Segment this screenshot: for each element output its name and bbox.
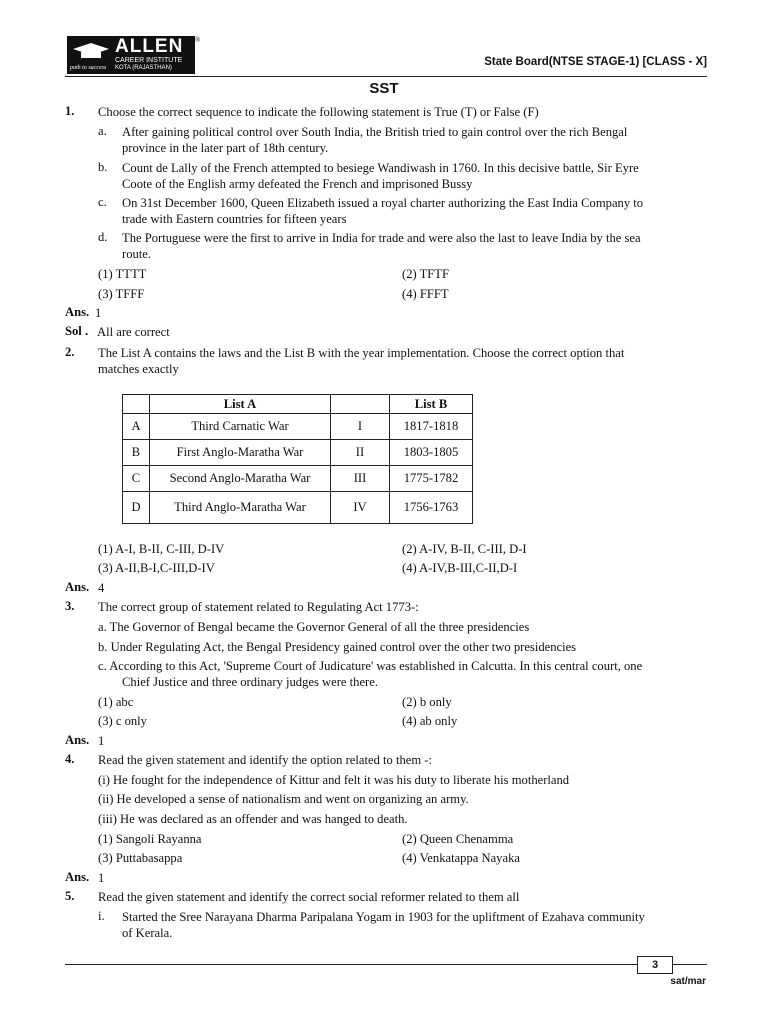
header-title: State Board(NTSE STAGE-1) [CLASS - X]: [484, 56, 707, 68]
answer-value: 1: [95, 306, 102, 320]
question-text: Choose the correct sequence to indicate the following statement is True (T) or False (F): [98, 105, 539, 119]
match-table: [122, 394, 473, 524]
table-cell: III: [331, 466, 390, 492]
footer-code: sat/mar: [670, 976, 706, 987]
option: (1) TTTT: [98, 267, 147, 281]
question-text: Read the given statement and identify the correct social reformer related to them all: [98, 890, 520, 904]
answer-label: Ans.: [65, 580, 90, 594]
statement: (iii) He was declared as an offender and was hanged to death.: [98, 812, 408, 826]
option: (2) A-IV, B-II, C-III, D-I: [402, 542, 527, 556]
table-cell: [331, 395, 390, 414]
logo-tagline: path to success: [70, 65, 107, 71]
table-cell: Third Carnatic War: [150, 414, 331, 440]
item-label: c.: [98, 195, 107, 209]
table-cell: First Anglo-Maratha War: [150, 440, 331, 466]
table-row: [123, 414, 473, 440]
logo-subtitle: CAREER INSTITUTE: [115, 57, 183, 64]
option: (2) Queen Chenamma: [402, 832, 514, 846]
item-line: Coote of the English army defeated the French and imprisoned Bussy: [122, 177, 473, 191]
table-header: List B: [390, 395, 473, 414]
table-cell: D: [123, 492, 150, 524]
item-line: On 31st December 1600, Queen Elizabeth issued a royal charter authorizing the East India Company to: [122, 196, 644, 210]
statement: c. According to this Act, 'Supreme Court of Judicature' was established in Calcutta. In this central court, one: [98, 659, 643, 673]
table-row: [123, 492, 473, 524]
option: (2) TFTF: [402, 267, 449, 281]
option: (3) A-II,B-I,C-III,D-IV: [98, 561, 215, 575]
answer-label: Ans.: [65, 305, 90, 319]
item-line: route.: [122, 247, 152, 261]
statement: b. Under Regulating Act, the Bengal Presidency gained control over the other two presidencies: [98, 640, 577, 654]
statement: a. The Governor of Bengal became the Governor General of all the three presidencies: [98, 620, 530, 634]
table-row: [123, 466, 473, 492]
item-line: Count de Lally of the French attempted to besiege Wandiwash in 1760. In this decisive battle, Sir Eyre: [122, 161, 639, 175]
question-number: 2.: [65, 345, 75, 359]
statement: (i) He fought for the independence of Kittur and felt it was his duty to liberate his motherland: [98, 773, 570, 787]
option: (2) b only: [402, 695, 452, 709]
page-title: SST: [369, 80, 399, 97]
table-row: [123, 440, 473, 466]
table-cell: A: [123, 414, 150, 440]
logo-location: KOTA (RAJASTHAN): [115, 65, 172, 71]
item-line: of Kerala.: [122, 926, 173, 940]
question-number: 3.: [65, 599, 75, 613]
item-label: i.: [98, 909, 105, 923]
table-header-row: [123, 395, 473, 414]
footer-rule: [65, 964, 707, 965]
option: (4) ab only: [402, 714, 458, 728]
logo-name: ALLEN: [115, 36, 184, 57]
table-cell: II: [331, 440, 390, 466]
answer-value: 1: [98, 871, 105, 885]
item-line: The Portuguese were the first to arrive in India for trade and were also the last to leave India by the sea: [122, 231, 641, 245]
question-number: 5.: [65, 889, 75, 903]
option: (3) c only: [98, 714, 147, 728]
page-number: 3: [637, 956, 673, 974]
table-cell: C: [123, 466, 150, 492]
item-label: a.: [98, 124, 107, 138]
statement: Chief Justice and three ordinary judges were there.: [122, 675, 378, 689]
answer-label: Ans.: [65, 870, 90, 884]
header-rule: [65, 76, 707, 77]
statement: (ii) He developed a sense of nationalism and went on organizing an army.: [98, 792, 469, 806]
table-cell: I: [331, 414, 390, 440]
option: (4) Venkatappa Nayaka: [402, 851, 520, 865]
answer-value: 4: [98, 581, 105, 595]
table-cell: 1756-1763: [390, 492, 473, 524]
table-cell: 1803-1805: [390, 440, 473, 466]
table-cell: Second Anglo-Maratha War: [150, 466, 331, 492]
option: (3) TFFF: [98, 287, 145, 301]
option: (1) abc: [98, 695, 134, 709]
option: (4) A-IV,B-III,C-II,D-I: [402, 561, 518, 575]
question-text: The correct group of statement related to Regulating Act 1773-:: [98, 600, 419, 614]
answer-label: Ans.: [65, 733, 90, 747]
question-text: Read the given statement and identify the option related to them -:: [98, 753, 432, 767]
registered-mark: ®: [195, 36, 201, 44]
option: (4) FFFT: [402, 287, 449, 301]
table-cell: 1775-1782: [390, 466, 473, 492]
question-text: The List A contains the laws and the List B with the year implementation. Choose the correct option that: [98, 346, 625, 360]
page-header: [65, 36, 707, 76]
table-cell: B: [123, 440, 150, 466]
table-cell: IV: [331, 492, 390, 524]
allen-logo: [67, 36, 195, 74]
table-cell: 1817-1818: [390, 414, 473, 440]
graduation-cap-icon: [71, 41, 111, 61]
solution-text: All are correct: [97, 325, 170, 339]
item-line: Started the Sree Narayana Dharma Paripalana Yogam in 1903 for the upliftment of Ezahava community: [122, 910, 645, 924]
item-line: province in the later part of 18th century.: [122, 141, 329, 155]
option: (1) A-I, B-II, C-III, D-IV: [98, 542, 225, 556]
table-cell: [123, 395, 150, 414]
question-number: 1.: [65, 104, 75, 118]
solution-label: Sol .: [65, 324, 89, 338]
question-text: matches exactly: [98, 362, 179, 376]
item-line: After gaining political control over South India, the British tried to gain control over the rich Bengal: [122, 125, 628, 139]
item-label: b.: [98, 160, 108, 174]
table-cell: Third Anglo-Maratha War: [150, 492, 331, 524]
option: (1) Sangoli Rayanna: [98, 832, 202, 846]
answer-value: 1: [98, 734, 105, 748]
table-header: List A: [150, 395, 331, 414]
option: (3) Puttabasappa: [98, 851, 183, 865]
item-label: d.: [98, 230, 108, 244]
item-line: trade with Eastern countries for fifteen years: [122, 212, 347, 226]
question-number: 4.: [65, 752, 75, 766]
